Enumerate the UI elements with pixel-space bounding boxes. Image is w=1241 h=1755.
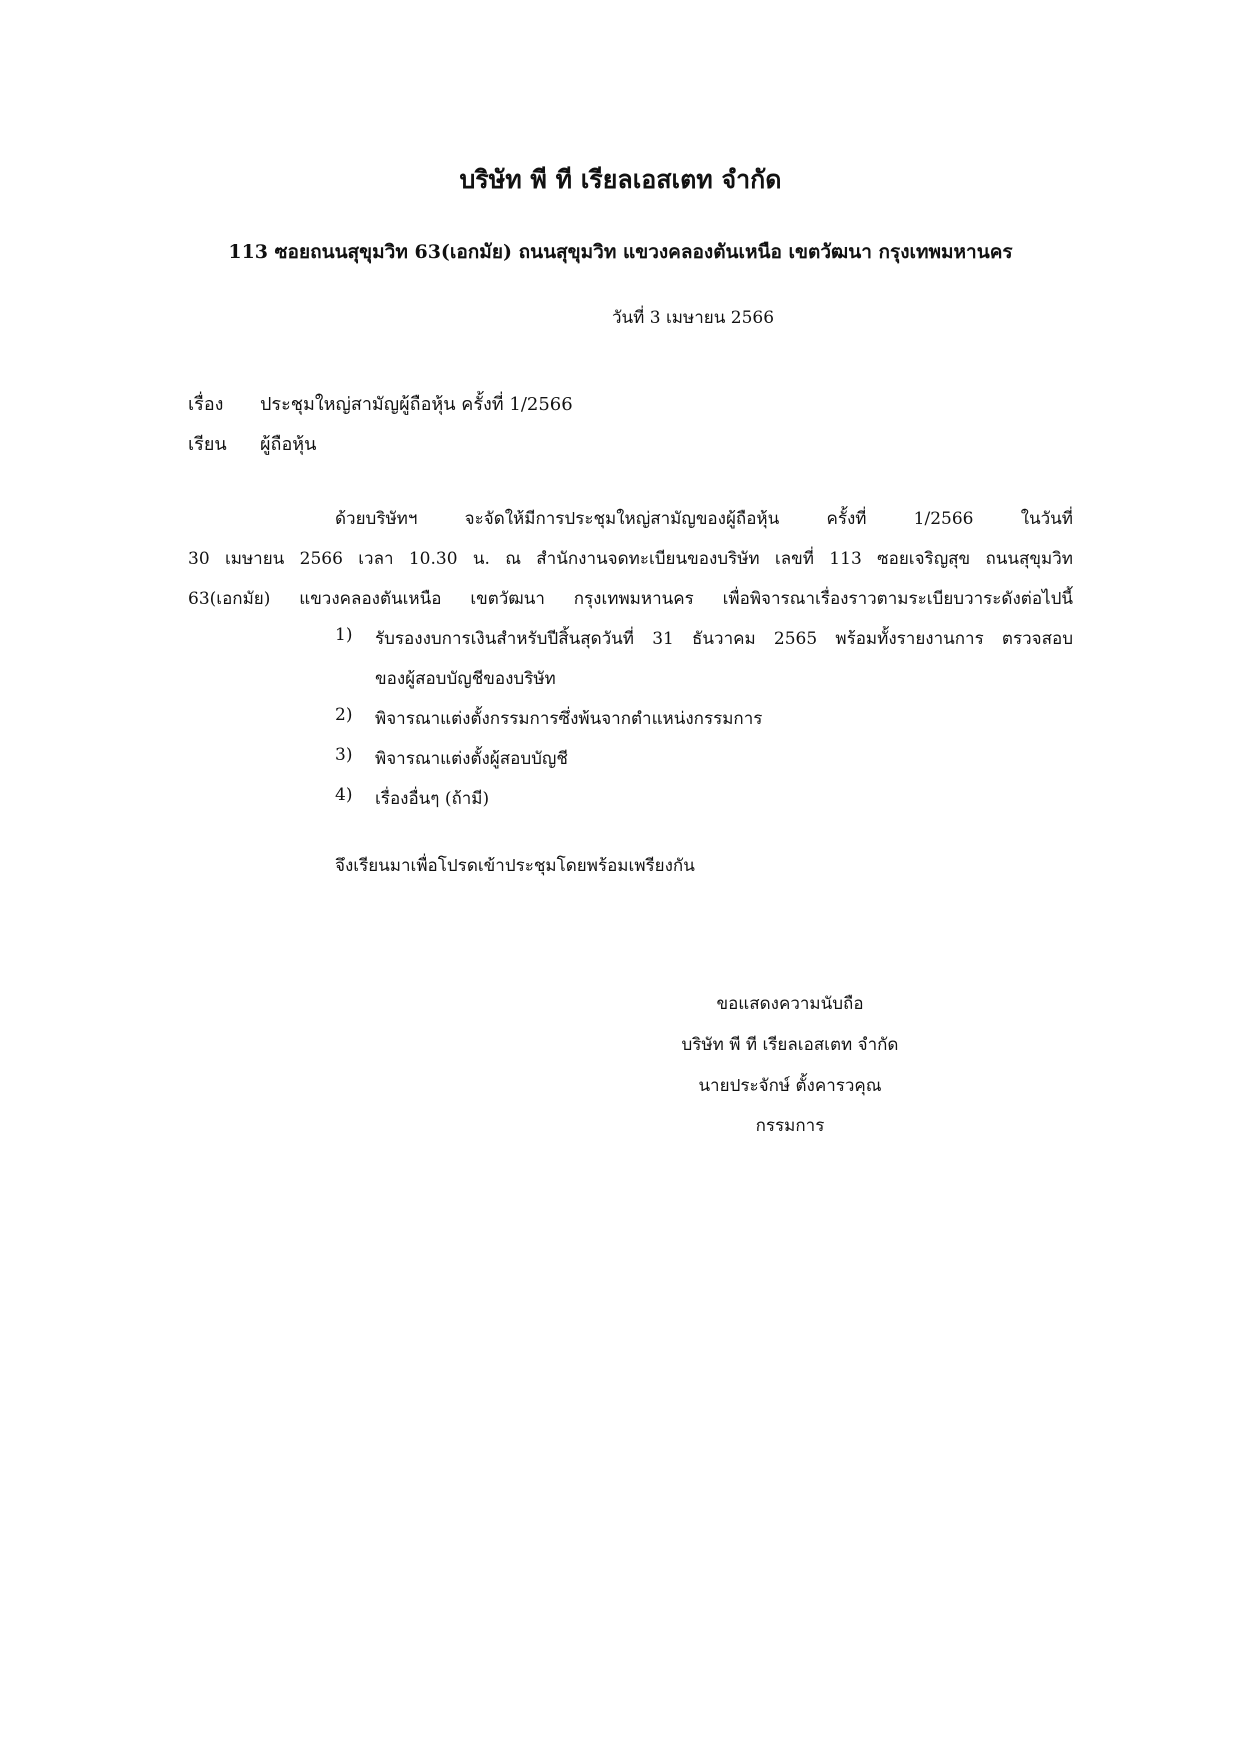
agenda-number: 2) xyxy=(335,705,353,725)
company-address: 113 ซอยถนนสุขุมวิท 63(เอกมัย) ถนนสุขุมวิท แขวงคลองตันเหนือ เขตวัฒนา กรุงเทพมหานคร xyxy=(228,241,1013,263)
agenda-item-text: พิจารณาแต่งตั้งกรรมการซึ่งพ้นจากตำแหน่งกรรมการ xyxy=(375,709,763,729)
recipient-value: ผู้ถือหุ้น xyxy=(260,434,317,455)
subject-label: เรื่อง xyxy=(188,394,224,415)
document-date: วันที่ 3 เมษายน 2566 xyxy=(612,308,775,328)
body-line-1: ด้วยบริษัทฯ จะจัดให้มีการประชุมใหญ่สามัญของผู้ถือหุ้น ครั้งที่ 1/2566 ในวันที่ xyxy=(335,509,1073,529)
signature-company: บริษัท พี ที เรียลเอสเตท จำกัด xyxy=(681,1035,899,1055)
agenda-number: 3) xyxy=(335,745,353,765)
agenda-item-text: เรื่องอื่นๆ (ถ้ามี) xyxy=(375,789,490,809)
body-line-3: 63(เอกมัย) แขวงคลองตันเหนือ เขตวัฒนา กรุงเทพมหานคร เพื่อพิจารณาเรื่องราวตามระเบียบวาระดังต่อไปนี้ xyxy=(188,589,1073,609)
agenda-item-text: รับรองงบการเงินสำหรับปีสิ้นสุดวันที่ 31 ธันวาคม 2565 พร้อมทั้งรายงานการ ตรวจสอบ xyxy=(375,629,1073,649)
agenda-item-continuation: ของผู้สอบบัญชีของบริษัท xyxy=(375,669,556,689)
signature-title: กรรมการ xyxy=(755,1116,825,1136)
agenda-number: 1) xyxy=(335,625,353,645)
body-line-2: 30 เมษายน 2566 เวลา 10.30 น. ณ สำนักงานจดทะเบียนของบริษัท เลขที่ 113 ซอยเจริญสุข ถนนสุขุมวิท xyxy=(188,549,1073,569)
agenda-item-text: พิจารณาแต่งตั้งผู้สอบบัญชี xyxy=(375,749,568,769)
signature-name: นายประจักษ์ ตั้งคารวคุณ xyxy=(698,1076,882,1096)
agenda-number: 4) xyxy=(335,785,353,805)
company-name: บริษัท พี ที เรียลเอสเตท จำกัด xyxy=(459,165,782,194)
closing-line: จึงเรียนมาเพื่อโปรดเข้าประชุมโดยพร้อมเพรียงกัน xyxy=(335,856,695,876)
signature-regards: ขอแสดงความนับถือ xyxy=(716,994,864,1014)
recipient-label: เรียน xyxy=(188,434,227,455)
subject-value: ประชุมใหญ่สามัญผู้ถือหุ้น ครั้งที่ 1/2566 xyxy=(260,394,573,415)
